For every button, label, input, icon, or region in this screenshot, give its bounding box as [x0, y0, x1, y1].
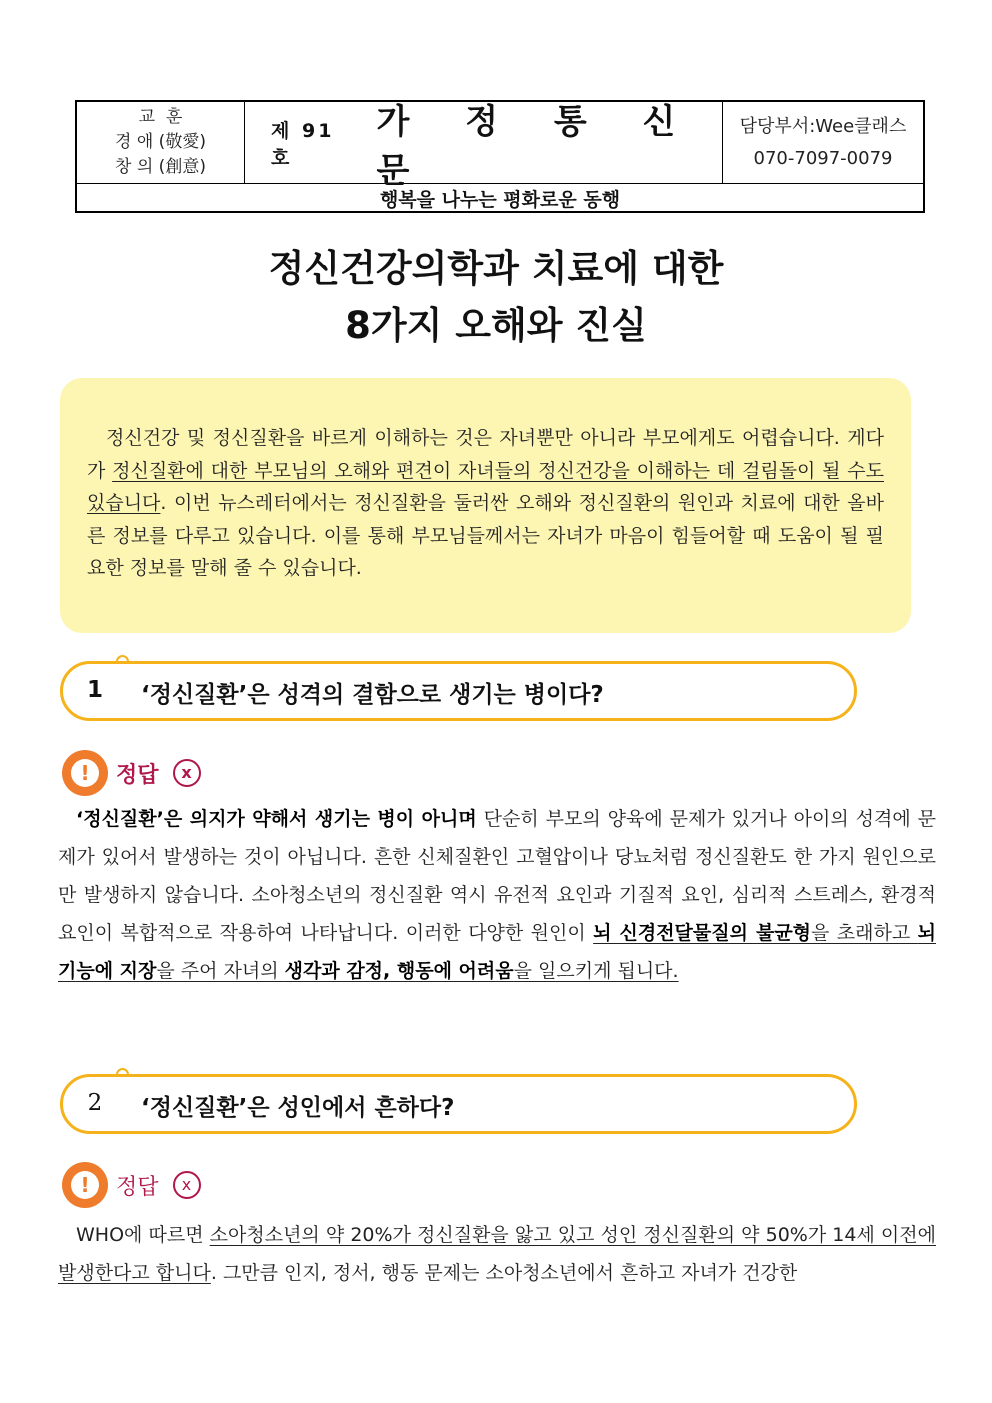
answer-2-text-0: WHO에 따르면 — [76, 1224, 210, 1246]
answer-1-u-text-1: 을 초래하고 — [811, 922, 918, 944]
issue-number: 제 91호 — [271, 119, 335, 169]
alert-icon: ! — [62, 750, 108, 796]
answer-2-paragraph — [58, 1216, 936, 1292]
answer-1-u-text-2: 을 주어 자녀의 — [156, 960, 285, 982]
question-2-text: ‘정신질환’은 성인에서 흔하다? — [141, 1095, 455, 1121]
department: 담당부서:Wee클래스 — [739, 115, 907, 137]
page-title — [0, 240, 992, 354]
intro-box — [60, 378, 911, 633]
question-1-pill — [60, 661, 857, 721]
answer-1-paragraph — [58, 800, 936, 990]
department-cell — [722, 102, 923, 184]
answer-2-row — [62, 1162, 201, 1208]
answer-1-u-text-3: 을 일으키게 됩니다. — [513, 960, 679, 982]
newsletter-header — [75, 100, 925, 213]
intro-text-2: . 이번 뉴스레터에서는 정신질환을 둘러싼 오해와 정신질환의 원인과 치료에 대한 올바른 정보를 다루고 있습니다. 이를 통해 부모님들께서는 자녀가 마음이 힘들어할 때 도움이 될 필요한 정보를 말해 줄 수 있습니다. — [87, 492, 884, 579]
motto-line-1: 경 애 (敬愛) — [115, 132, 206, 152]
slogan: 행복을 나누는 평화로운 동행 — [379, 189, 621, 211]
question-1-number: 1 — [86, 677, 103, 703]
motto-label: 교 훈 — [138, 107, 183, 127]
answer-2-underlined: 소아청소년의 약 20%가 정신질환을 앓고 있고 성인 정신질환의 약 50%가 14세 이전에 발생한다고 합니다 — [58, 1224, 936, 1284]
answer-1-u-bold-3: 생각과 감정, 행동에 어려움 — [284, 960, 514, 982]
answer-1-u-bold-2: 뇌 기능에 지장 — [58, 922, 936, 982]
intro-paragraph — [87, 422, 884, 585]
answer-2-x-icon: x — [173, 1171, 201, 1199]
intro-text-1: 정신건강 및 정신질환을 바르게 이해하는 것은 자녀뿐만 아니라 부모에게도 어렵습니다. 게다가 — [87, 427, 884, 482]
alert-icon: ! — [62, 1162, 108, 1208]
answer-1-bold: ‘정신질환’은 의지가 약해서 생기는 병이 아니며 — [76, 808, 477, 830]
school-motto — [77, 102, 245, 184]
phone-number: 070-7097-0079 — [753, 147, 893, 169]
question-2-number: 2 — [87, 1090, 103, 1116]
question-1-text: ‘정신질환’은 성격의 결함으로 생기는 병이다? — [141, 682, 604, 708]
answer-1-u-bold-1: 뇌 신경전달물질의 불균형 — [593, 922, 812, 944]
newsletter-title-cell — [245, 101, 722, 191]
question-2-pill — [60, 1074, 857, 1134]
answer-1-x-icon: x — [173, 759, 201, 787]
answer-2-text-1: . 그만큼 인지, 정서, 행동 문제는 소아청소년에서 흔하고 자녀가 건강한 — [210, 1262, 798, 1284]
title-line-1: 정신건강의학과 치료에 대한 — [268, 247, 724, 290]
answer-1-label: 정답 — [116, 762, 159, 788]
newsletter-name: 가 정 통 신 문 — [376, 101, 698, 191]
answer-1-row — [62, 750, 201, 796]
intro-underlined: 정신질환에 대한 부모님의 오해와 편견이 자녀들의 정신건강을 이해하는 데 걸림돌이 될 수도 있습니다 — [87, 459, 884, 514]
title-line-2: 8가지 오해와 진실 — [345, 304, 647, 347]
motto-line-2: 창 의 (創意) — [115, 157, 206, 177]
answer-1-text: 단순히 부모의 양육에 문제가 있거나 아이의 성격에 문제가 있어서 발생하는 것이 아닙니다. 흔한 신체질환인 고혈압이나 당뇨처럼 정신질환도 한 가지 원인으로만 발생하지 않습니다. 소아청소년의 정신질환 역시 유전적 요인과 기질적 요인, 심리적 스트레스, 환경적 요인이 복합적으로 작용하여 나타납니다. 이러한 다양한 원인이 — [58, 808, 936, 944]
answer-2-label: 정답 — [116, 1174, 159, 1200]
